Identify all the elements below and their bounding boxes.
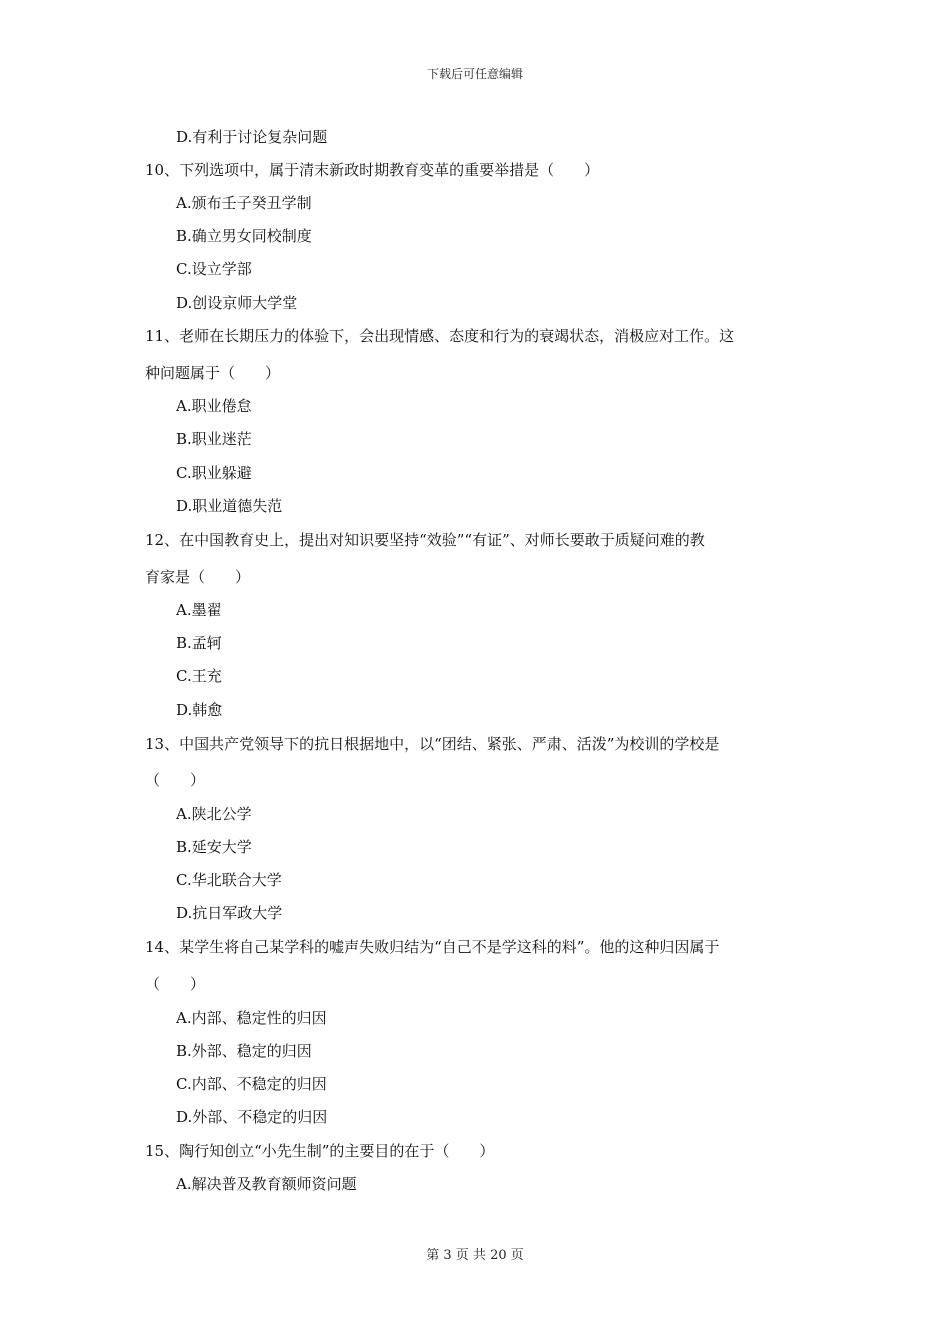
q14-stem-line1: 14、某学生将自己某学科的嘘声失败归结为“自己不是学这科的料”。他的这种归因属于	[145, 938, 720, 956]
q14-option-d: D.外部、不稳定的归因	[176, 1108, 328, 1126]
footer-prefix: 第	[426, 1248, 440, 1263]
q14-option-b: B.外部、稳定的归因	[176, 1042, 312, 1060]
q15-option-a: A.解决普及教育额师资问题	[176, 1175, 357, 1193]
q12-stem-line1: 12、在中国教育史上，提出对知识要坚持“效验”“有证”、对师长要敢于质疑问难的教	[145, 531, 705, 549]
q11-option-c: C.职业躲避	[176, 464, 252, 482]
q11-stem-line2: 种问题属于（ ）	[145, 364, 281, 382]
footer-page-number: 3	[443, 1248, 452, 1263]
footer-suffix: 页	[510, 1248, 524, 1263]
q11-option-d: D.职业道德失范	[176, 497, 283, 515]
q10-option-b: B.确立男女同校制度	[176, 227, 312, 245]
q9-option-d: D.有利于讨论复杂问题	[176, 128, 328, 146]
q11-option-a: A.职业倦怠	[176, 397, 252, 415]
q13-stem-line1: 13、中国共产党领导下的抗日根据地中，以“团结、紧张、严肃、活泼”为校训的学校是	[145, 735, 720, 753]
q12-option-d: D.韩愈	[176, 701, 223, 719]
q15-stem: 15、陶行知创立“小先生制”的主要目的在于（ ）	[145, 1142, 495, 1160]
q10-option-d: D.创设京师大学堂	[176, 294, 298, 312]
q10-stem: 10、下列选项中，属于清末新政时期教育变革的重要举措是（ ）	[145, 161, 600, 179]
q12-option-a: A.墨翟	[176, 601, 222, 619]
footer-total-pages: 20	[490, 1248, 507, 1263]
q10-option-c: C.设立学部	[176, 260, 252, 278]
q11-option-b: B.职业迷茫	[176, 430, 252, 448]
q14-stem-line2: （ ）	[145, 975, 206, 993]
q12-option-c: C.王充	[176, 667, 222, 685]
q11-stem-line1: 11、老师在长期压力的体验下，会出现情感、态度和行为的衰竭状态，消极应对工作。这	[145, 327, 735, 345]
q13-option-d: D.抗日军政大学	[176, 904, 283, 922]
page-footer	[0, 1248, 950, 1264]
q13-option-b: B.延安大学	[176, 838, 252, 856]
q12-option-b: B.孟轲	[176, 634, 222, 652]
q13-option-a: A.陕北公学	[176, 805, 252, 823]
q12-stem-line2: 育家是（ ）	[145, 568, 251, 586]
page-header: 下载后可任意编辑	[426, 67, 523, 81]
q14-option-c: C.内部、不稳定的归因	[176, 1075, 327, 1093]
footer-middle: 页 共	[455, 1248, 486, 1263]
q13-option-c: C.华北联合大学	[176, 871, 282, 889]
q14-option-a: A.内部、稳定性的归因	[176, 1009, 327, 1027]
q10-option-a: A.颁布壬子癸丑学制	[176, 194, 312, 212]
q13-stem-line2: （ ）	[145, 771, 206, 789]
